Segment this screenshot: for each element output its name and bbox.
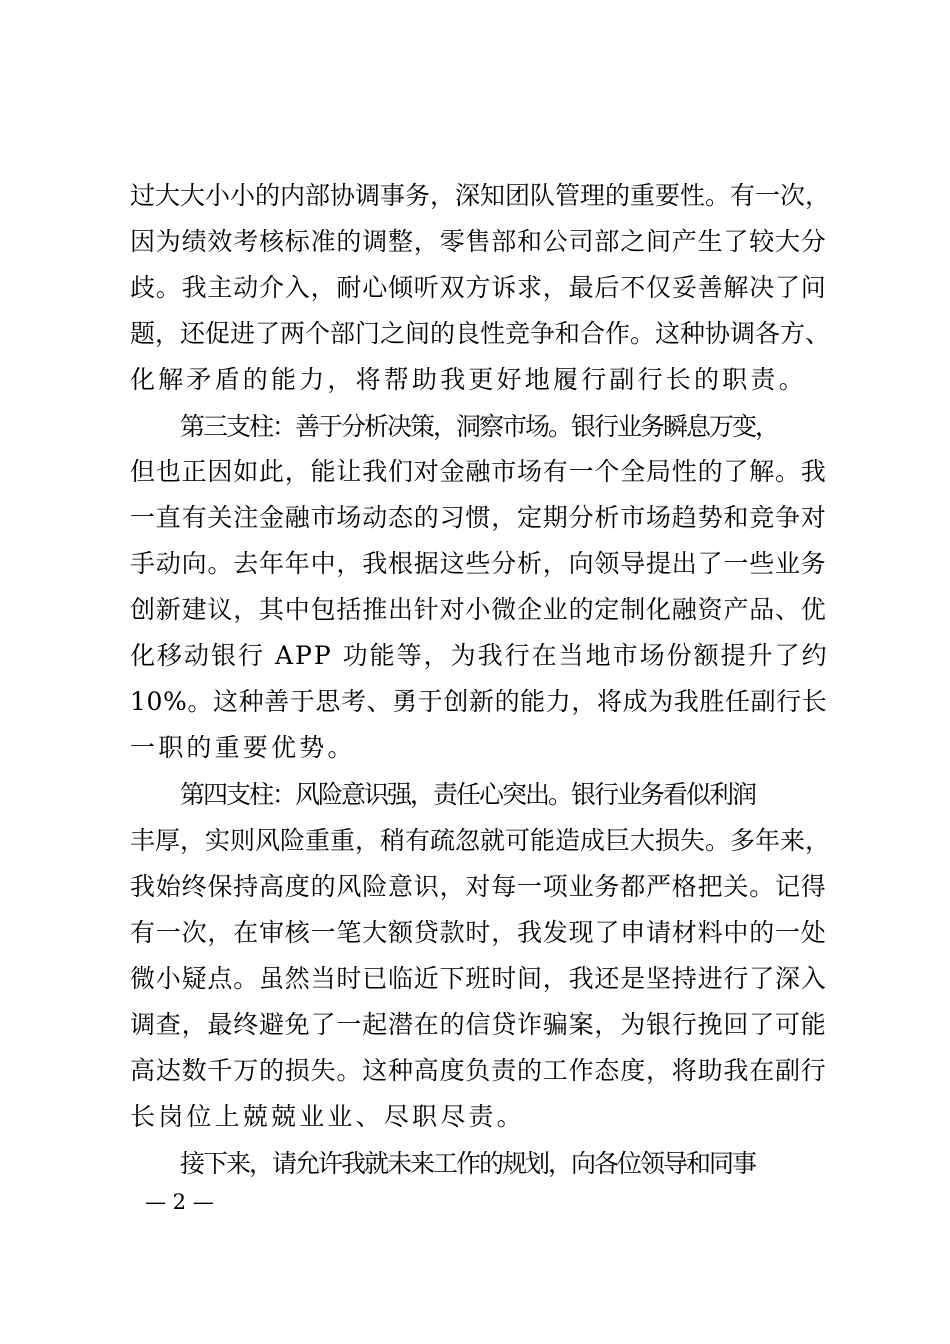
text-line: 化解矛盾的能力，将帮助我更好地履行副行长的职责。 (130, 365, 807, 394)
text-line: 丰厚，实则风险重重，稍有疏忽就可能造成巨大损失。多年来， (130, 826, 831, 855)
text-line: 一职的重要优势。 (130, 733, 356, 762)
text-line: 微小疑点。虽然当时已临近下班时间，我还是坚持进行了深入 (130, 964, 827, 993)
text-line: 有一次，在审核一笔大额贷款时，我发现了申请材料中的一处 (130, 918, 827, 947)
text-line: 化移动银行 APP 功能等，为我行在当地市场份额提升了约 (130, 641, 829, 670)
text-line: 长岗位上兢兢业业、尽职尽责。 (130, 1102, 525, 1131)
text-line: 高达数千万的损失。这种高度负责的工作态度，将助我在副行 (130, 1056, 827, 1085)
text-line: 过大大小小的内部协调事务，深知团队管理的重要性。有一次， (130, 181, 831, 210)
text-line: 题，还促进了两个部门之间的良性竞争和合作。这种协调各方、 (130, 319, 831, 348)
paragraph-first-line: 接下来，请允许我就未来工作的规划，向各位领导和同事 (180, 1149, 756, 1178)
text-line: 调查，最终避免了一起潜在的信贷诈骗案，为银行挽回了可能 (130, 1010, 827, 1039)
text-line: 10%。这种善于思考、勇于创新的能力，将成为我胜任副行长 (130, 687, 828, 716)
text-line: 因为绩效考核标准的调整，零售部和公司部之间产生了较大分 (130, 227, 827, 256)
text-line: 我始终保持高度的风险意识，对每一项业务都严格把关。记得 (130, 872, 827, 901)
page-number: — 2 — (145, 1190, 214, 1214)
text-line: 一直有关注金融市场动态的习惯，定期分析市场趋势和竞争对 (130, 503, 827, 532)
text-line: 创新建议，其中包括推出针对小微企业的定制化融资产品、优 (130, 595, 827, 624)
paragraph-first-line: 第四支柱：风险意识强，责任心突出。银行业务看似利润 (180, 780, 756, 809)
text-line: 手动向。去年年中，我根据这些分析，向领导提出了一些业务 (130, 549, 827, 578)
text-line: 但也正因如此，能让我们对金融市场有一个全局性的了解。我 (130, 457, 827, 486)
text-line: 歧。我主动介入，耐心倾听双方诉求，最后不仅妥善解决了问 (130, 273, 827, 302)
paragraph-first-line: 第三支柱：善于分析决策，洞察市场。银行业务瞬息万变， (180, 412, 779, 441)
